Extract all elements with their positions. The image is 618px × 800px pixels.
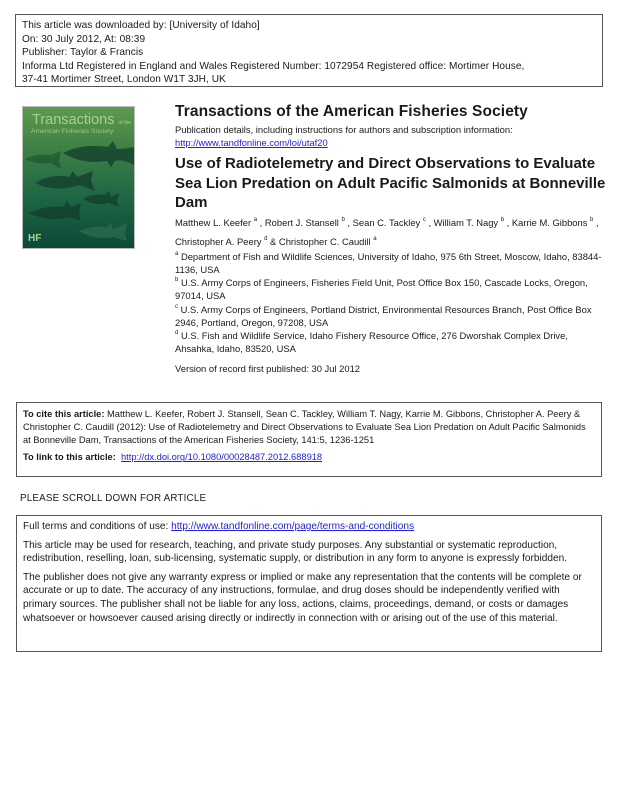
version-of-record: Version of record first published: 30 Jul 2012 [175,363,361,374]
cover-subtitle: American Fisheries Society [31,128,114,135]
terms-link[interactable]: http://www.tandfonline.com/page/terms-and-conditions [171,521,415,532]
terms-paragraph: This article may be used for research, teaching, and private study purposes. Any substantial or systematic reproduction, redistribution, reselling, loan, sub-licensing, systematic supply, or distribution in any form to anyone is expressly forbidden. [23,539,568,565]
affiliation-c: $^c$ U.S. Army Corps of Engineers, Portland District, Environmental Resources Branch, Post Office Box 2946, Portland, Oregon, 97208, USA [175,304,592,328]
journal-cover-image [22,106,135,249]
article-title: Use of Radiotelemetry and Direct Observations to Evaluate Sea Lion Predation on Adult Pacific Salmonids at Bonneville Dam [175,155,606,211]
download-info-line: This article was downloaded by: [University of Idaho] [22,20,260,31]
affiliation-a: $^a$ Department of Fish and Wildlife Sciences, University of Idaho, 975 6th Street, Moscow, Idaho, 83844-1136, USA [175,251,602,275]
author-affiliation-mark: b [500,217,505,223]
publication-details-text: Publication details, including instructions for authors and subscription information: [175,124,513,135]
author-name: Robert J. Stansell [264,217,339,228]
author-name: Matthew L. Keefer [175,217,252,228]
cite-label: To cite this article: [23,409,105,419]
author-affiliation-mark: b [341,217,345,223]
cover-title: Transactions of the [32,112,132,128]
journal-title: Transactions of the American Fisheries Society [175,103,528,120]
fish-silhouettes-icon [23,107,134,248]
citation-box [16,402,602,477]
doi-label: To link to this article: [23,452,116,463]
affiliation-b: $^b$ U.S. Army Corps of Engineers, Fisheries Field Unit, Post Office Box 150, Cascade Locks, Oregon, 97014, USA [175,277,588,301]
cite-text: Matthew L. Keefer, Robert J. Stansell, Sean C. Tackley, William T. Nagy, Karrie M. Gibbons, Christopher A. Peery & Christopher C. Caudill (2012): Use of Radiotelemetry and Direct Observations to Evaluate Sea Lion Predation on Adult Pacific Salmonids at Bonneville Dam, Transactions of the American Fisheries Society, 141:5, 1236-1251 [23,409,586,445]
scroll-notice: PLEASE SCROLL DOWN FOR ARTICLE [20,493,207,504]
doi-link[interactable]: http://dx.doi.org/10.1080/00028487.2012.688918 [120,452,323,463]
cite-paragraph [23,408,595,446]
author-affiliation-mark: a [373,236,377,242]
disclaimer-paragraph: The publisher does not give any warranty express or implied or make any representation that the contents will be complete or accurate or up to date. The accuracy of any instructions, formulae, and drug doses should be independently verified with primary sources. The publisher shall not be liable for any loss, actions, claims, proceedings, demand, or costs or damages whatsoever or howsoever caused arising directly or indirectly in connection with or arising out of the use of this material. [23,571,582,624]
download-info-line: Informa Ltd Registered in England and Wales Registered Number: 1072954 Registered office: Mortimer House, [22,60,525,72]
author-affiliation-mark: a [253,217,258,223]
author-name: Christopher C. Caudill [278,236,371,247]
publisher-logo: HF [28,233,42,244]
author-name: Christopher A. Peery [175,236,262,247]
download-info-line: Publisher: Taylor & Francis [22,47,144,59]
download-info-line: On: 30 July 2012, At: 08:39 [22,33,146,45]
author-affiliation-mark: c [422,217,426,223]
terms-box [16,515,602,652]
author-name: William T. Nagy [433,217,499,228]
journal-url-link[interactable]: http://www.tandfonline.com/loi/utaf20 [175,136,328,148]
author-name: Karrie M. Gibbons [511,217,588,228]
terms-link-paragraph: Full terms and conditions of use: http://www.tandfonline.com/page/terms-and-conditions [23,521,415,532]
author-name: Sean C. Tackley [352,217,421,228]
affiliation-d: $^d$ U.S. Fish and Wildlife Service, Idaho Fishery Resource Office, 276 Dworshak Complex Drive, Ahsahka, Idaho, 83520, USA [175,330,568,354]
author-affiliation-mark: b [590,217,594,223]
doi-paragraph [23,451,595,464]
download-info-box [15,14,603,87]
author-list: Matthew L. Keefer $^a$ , Robert J. Stansell $^b$ , Sean C. Tackley $^c$ , William T. Nagy $^b$ , Karrie M. Gibbons $^b$ , Christopher A. Peery $^d$ & Christopher C. Caudill $^a$ [175,217,599,247]
download-info-line: 37-41 Mortimer Street, London W1T 3JH, UK [22,74,226,86]
author-affiliation-mark: d [264,236,268,242]
publication-details [175,124,513,149]
